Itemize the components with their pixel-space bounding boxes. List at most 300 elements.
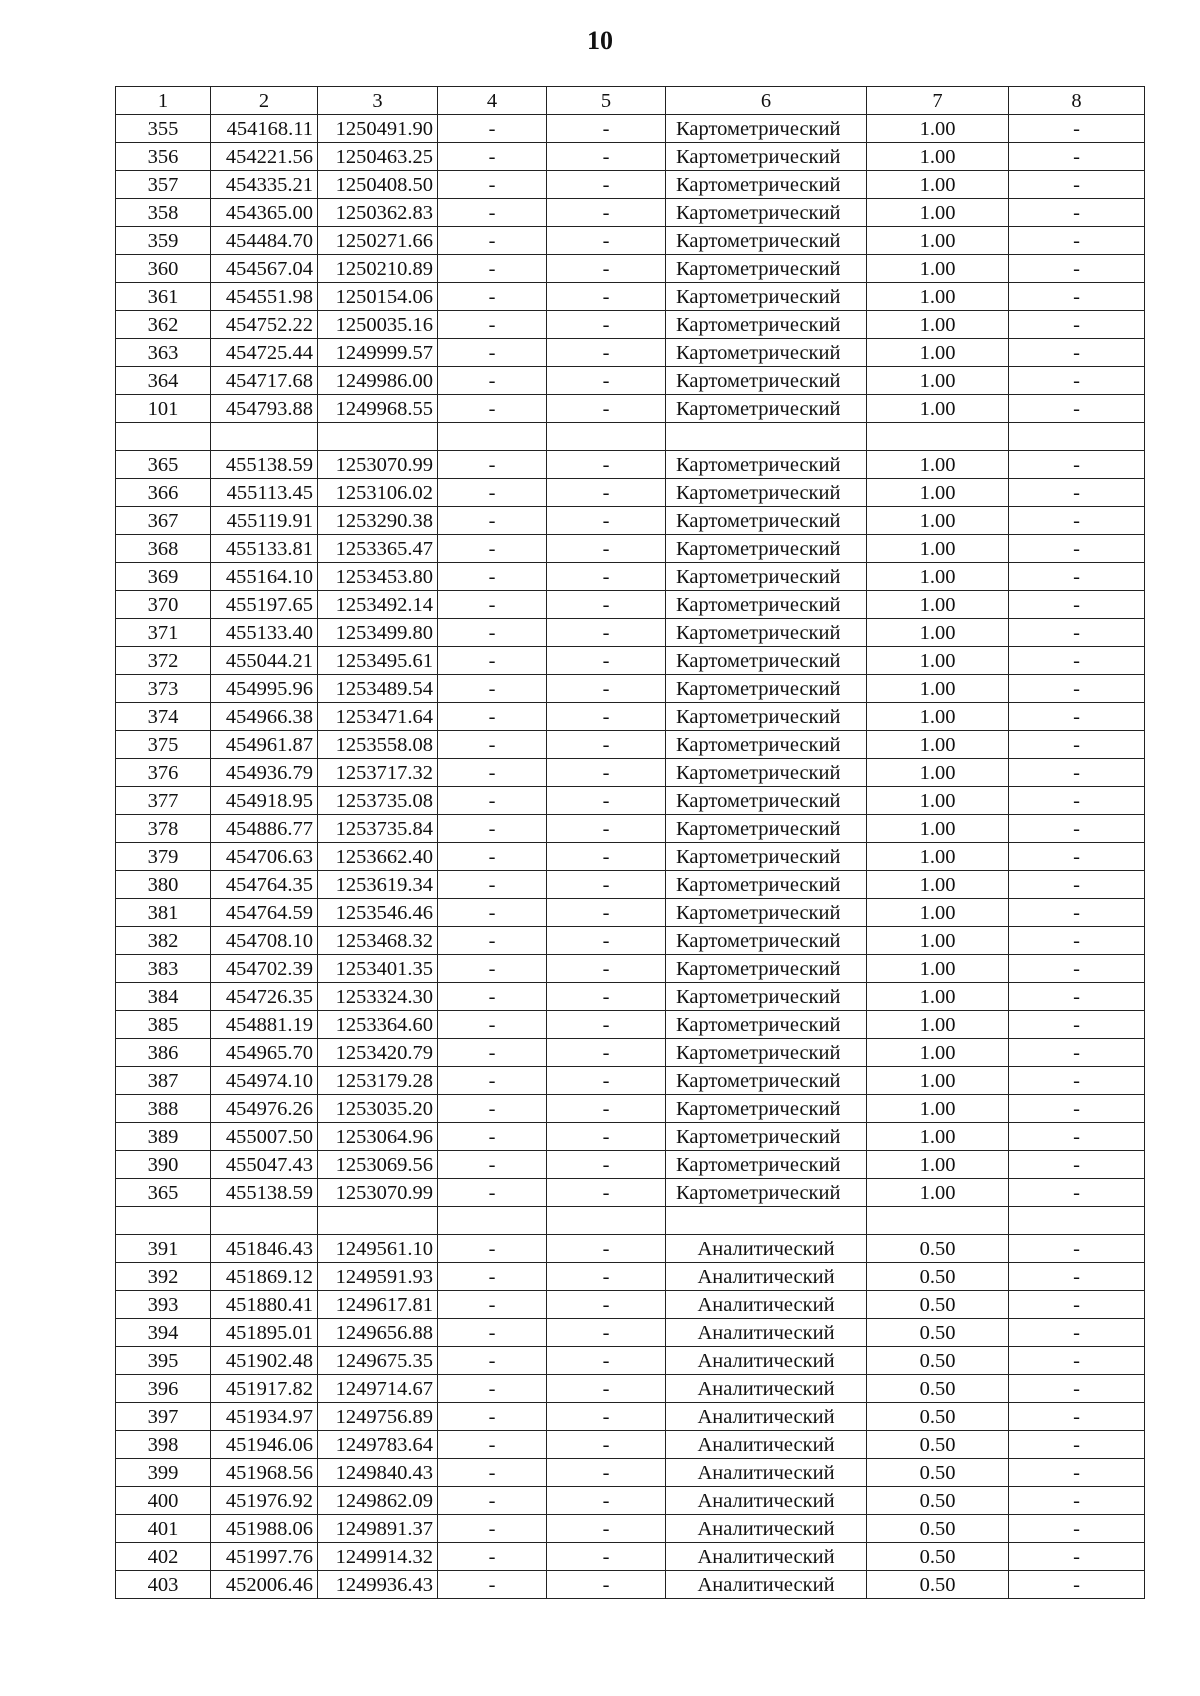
col-5-cell: - — [547, 1095, 666, 1123]
point-number-cell: 393 — [116, 1291, 211, 1319]
point-number-cell: 355 — [116, 115, 211, 143]
col-5-cell: - — [547, 1515, 666, 1543]
coord-x-cell: 451946.06 — [211, 1431, 318, 1459]
method-cell: Картометрический — [666, 759, 867, 787]
col-5-cell: - — [547, 591, 666, 619]
method-cell: Картометрический — [666, 311, 867, 339]
col-5-cell: - — [547, 843, 666, 871]
coord-x-cell: 454752.22 — [211, 311, 318, 339]
col-5-cell — [547, 423, 666, 451]
point-number-cell: 398 — [116, 1431, 211, 1459]
method-cell: Картометрический — [666, 787, 867, 815]
coord-y-cell: 1253495.61 — [318, 647, 438, 675]
method-cell: Картометрический — [666, 535, 867, 563]
point-number-cell: 399 — [116, 1459, 211, 1487]
table-row — [116, 1403, 1145, 1431]
coord-y-cell: 1253558.08 — [318, 731, 438, 759]
method-cell: Картометрический — [666, 1039, 867, 1067]
accuracy-cell: 1.00 — [867, 311, 1009, 339]
col-5-cell: - — [547, 479, 666, 507]
col-4-cell: - — [438, 1123, 547, 1151]
coord-x-cell: 451988.06 — [211, 1515, 318, 1543]
table-row — [116, 311, 1145, 339]
coord-y-cell: 1249862.09 — [318, 1487, 438, 1515]
table-row — [116, 1123, 1145, 1151]
table-row — [116, 1571, 1145, 1599]
col-8-cell: - — [1009, 1263, 1145, 1291]
accuracy-cell: 1.00 — [867, 227, 1009, 255]
col-8-cell: - — [1009, 255, 1145, 283]
col-5-cell: - — [547, 395, 666, 423]
coord-x-cell: 451895.01 — [211, 1319, 318, 1347]
table-row — [116, 843, 1145, 871]
table-row — [116, 983, 1145, 1011]
coord-x-cell: 454936.79 — [211, 759, 318, 787]
col-5-cell: - — [547, 367, 666, 395]
table-row — [116, 507, 1145, 535]
table-row — [116, 367, 1145, 395]
coord-x-cell: 455113.45 — [211, 479, 318, 507]
col-8-cell: - — [1009, 1151, 1145, 1179]
table-row — [116, 787, 1145, 815]
coord-y-cell: 1249756.89 — [318, 1403, 438, 1431]
method-cell: Картометрический — [666, 591, 867, 619]
method-cell: Картометрический — [666, 227, 867, 255]
col-8-cell: - — [1009, 1291, 1145, 1319]
accuracy-cell: 0.50 — [867, 1431, 1009, 1459]
method-cell: Аналитический — [666, 1291, 867, 1319]
method-cell: Аналитический — [666, 1515, 867, 1543]
col-5-cell: - — [547, 143, 666, 171]
method-cell: Аналитический — [666, 1235, 867, 1263]
col-5-cell: - — [547, 619, 666, 647]
accuracy-cell: 1.00 — [867, 563, 1009, 591]
coord-x-cell: 454168.11 — [211, 115, 318, 143]
col-4-cell: - — [438, 451, 547, 479]
coord-x-cell: 454335.21 — [211, 171, 318, 199]
col-4-cell: - — [438, 1319, 547, 1347]
point-number-cell: 403 — [116, 1571, 211, 1599]
point-number-cell: 356 — [116, 143, 211, 171]
point-number-cell: 383 — [116, 955, 211, 983]
col-4-cell: - — [438, 563, 547, 591]
coord-x-cell: 455133.81 — [211, 535, 318, 563]
table-row — [116, 255, 1145, 283]
coord-y-cell: 1253662.40 — [318, 843, 438, 871]
method-cell: Аналитический — [666, 1319, 867, 1347]
accuracy-cell: 1.00 — [867, 339, 1009, 367]
coord-x-cell: 454365.00 — [211, 199, 318, 227]
col-4-cell — [438, 1207, 547, 1235]
coord-y-cell: 1253069.56 — [318, 1151, 438, 1179]
col-8-cell: - — [1009, 1515, 1145, 1543]
col-4-cell: - — [438, 227, 547, 255]
col-5-cell: - — [547, 731, 666, 759]
col-5-cell: - — [547, 1403, 666, 1431]
col-8-cell: - — [1009, 1039, 1145, 1067]
coord-x-cell: 455044.21 — [211, 647, 318, 675]
point-number-cell: 367 — [116, 507, 211, 535]
col-4-cell: - — [438, 703, 547, 731]
method-cell: Картометрический — [666, 1123, 867, 1151]
coord-x-cell: 455138.59 — [211, 451, 318, 479]
col-8-cell: - — [1009, 311, 1145, 339]
point-number-cell: 375 — [116, 731, 211, 759]
accuracy-cell: 0.50 — [867, 1543, 1009, 1571]
table-row — [116, 619, 1145, 647]
col-5-cell: - — [547, 703, 666, 731]
col-5-cell: - — [547, 647, 666, 675]
method-cell: Картометрический — [666, 1011, 867, 1039]
col-5-cell: - — [547, 1543, 666, 1571]
table-row — [116, 1151, 1145, 1179]
accuracy-cell: 1.00 — [867, 255, 1009, 283]
method-cell: Картометрический — [666, 675, 867, 703]
accuracy-cell: 1.00 — [867, 1179, 1009, 1207]
point-number-cell: 386 — [116, 1039, 211, 1067]
col-5-cell: - — [547, 1319, 666, 1347]
coord-y-cell: 1253546.46 — [318, 899, 438, 927]
accuracy-cell: 1.00 — [867, 1039, 1009, 1067]
col-5-cell: - — [547, 1291, 666, 1319]
accuracy-cell: 0.50 — [867, 1515, 1009, 1543]
col-5-cell: - — [547, 1123, 666, 1151]
coord-x-cell: 454221.56 — [211, 143, 318, 171]
col-4-cell: - — [438, 1543, 547, 1571]
coord-x-cell: 454708.10 — [211, 927, 318, 955]
coord-y-cell: 1253035.20 — [318, 1095, 438, 1123]
col-4-cell: - — [438, 983, 547, 1011]
point-number-cell: 365 — [116, 1179, 211, 1207]
method-cell: Картометрический — [666, 983, 867, 1011]
method-cell: Аналитический — [666, 1431, 867, 1459]
coord-x-cell: 454706.63 — [211, 843, 318, 871]
method-cell: Картометрический — [666, 815, 867, 843]
coord-y-cell: 1253106.02 — [318, 479, 438, 507]
method-cell: Картометрический — [666, 927, 867, 955]
col-5-cell: - — [547, 507, 666, 535]
column-header: 5 — [547, 87, 666, 115]
table-row — [116, 927, 1145, 955]
col-4-cell: - — [438, 1291, 547, 1319]
col-8-cell: - — [1009, 143, 1145, 171]
col-4-cell: - — [438, 1571, 547, 1599]
col-4-cell: - — [438, 1039, 547, 1067]
coord-x-cell: 455197.65 — [211, 591, 318, 619]
method-cell: Аналитический — [666, 1543, 867, 1571]
col-4-cell: - — [438, 759, 547, 787]
coord-x-cell: 454702.39 — [211, 955, 318, 983]
method-cell: Картометрический — [666, 339, 867, 367]
coord-y-cell: 1250408.50 — [318, 171, 438, 199]
point-number-cell: 385 — [116, 1011, 211, 1039]
coord-y-cell: 1249968.55 — [318, 395, 438, 423]
coord-y-cell: 1249714.67 — [318, 1375, 438, 1403]
method-cell: Картометрический — [666, 563, 867, 591]
col-4-cell: - — [438, 1375, 547, 1403]
coord-y-cell: 1253401.35 — [318, 955, 438, 983]
method-cell: Аналитический — [666, 1487, 867, 1515]
method-cell: Аналитический — [666, 1571, 867, 1599]
coord-x-cell: 454764.35 — [211, 871, 318, 899]
col-8-cell: - — [1009, 115, 1145, 143]
method-cell: Аналитический — [666, 1375, 867, 1403]
accuracy-cell: 1.00 — [867, 787, 1009, 815]
accuracy-cell: 1.00 — [867, 619, 1009, 647]
point-number-cell: 369 — [116, 563, 211, 591]
coord-x-cell: 454725.44 — [211, 339, 318, 367]
col-5-cell: - — [547, 115, 666, 143]
point-number-cell: 362 — [116, 311, 211, 339]
table-row — [116, 479, 1145, 507]
coord-y-cell: 1249656.88 — [318, 1319, 438, 1347]
table-row — [116, 703, 1145, 731]
accuracy-cell: 1.00 — [867, 647, 1009, 675]
coord-x-cell: 451902.48 — [211, 1347, 318, 1375]
col-4-cell: - — [438, 339, 547, 367]
point-number-cell: 395 — [116, 1347, 211, 1375]
method-cell: Картометрический — [666, 1067, 867, 1095]
col-4-cell: - — [438, 199, 547, 227]
accuracy-cell: 1.00 — [867, 759, 1009, 787]
col-5-cell: - — [547, 871, 666, 899]
col-8-cell: - — [1009, 507, 1145, 535]
point-number-cell: 400 — [116, 1487, 211, 1515]
coord-x-cell — [211, 1207, 318, 1235]
point-number-cell: 384 — [116, 983, 211, 1011]
method-cell: Картометрический — [666, 115, 867, 143]
coord-y-cell: 1250271.66 — [318, 227, 438, 255]
point-number-cell: 368 — [116, 535, 211, 563]
col-4-cell: - — [438, 143, 547, 171]
method-cell: Картометрический — [666, 619, 867, 647]
coord-x-cell: 454965.70 — [211, 1039, 318, 1067]
point-number-cell: 372 — [116, 647, 211, 675]
col-5-cell: - — [547, 1459, 666, 1487]
point-number-cell: 391 — [116, 1235, 211, 1263]
table-row — [116, 1347, 1145, 1375]
col-8-cell: - — [1009, 1459, 1145, 1487]
col-5-cell: - — [547, 451, 666, 479]
method-cell: Картометрический — [666, 479, 867, 507]
col-8-cell: - — [1009, 703, 1145, 731]
coord-x-cell: 451846.43 — [211, 1235, 318, 1263]
coord-y-cell: 1249914.32 — [318, 1543, 438, 1571]
table-row — [116, 535, 1145, 563]
coord-x-cell: 451934.97 — [211, 1403, 318, 1431]
col-4-cell: - — [438, 899, 547, 927]
coord-x-cell: 454974.10 — [211, 1067, 318, 1095]
point-number-cell: 394 — [116, 1319, 211, 1347]
accuracy-cell: 1.00 — [867, 843, 1009, 871]
col-8-cell: - — [1009, 1095, 1145, 1123]
coord-x-cell: 454567.04 — [211, 255, 318, 283]
coord-x-cell: 454717.68 — [211, 367, 318, 395]
coord-y-cell: 1250463.25 — [318, 143, 438, 171]
accuracy-cell: 0.50 — [867, 1347, 1009, 1375]
method-cell: Картометрический — [666, 703, 867, 731]
accuracy-cell: 1.00 — [867, 367, 1009, 395]
coord-x-cell: 451917.82 — [211, 1375, 318, 1403]
accuracy-cell: 1.00 — [867, 1095, 1009, 1123]
col-8-cell: - — [1009, 1067, 1145, 1095]
column-header: 1 — [116, 87, 211, 115]
col-8-cell: - — [1009, 1179, 1145, 1207]
point-number-cell: 379 — [116, 843, 211, 871]
accuracy-cell: 1.00 — [867, 1151, 1009, 1179]
method-cell: Аналитический — [666, 1263, 867, 1291]
col-5-cell: - — [547, 927, 666, 955]
column-header: 4 — [438, 87, 547, 115]
point-number-cell: 396 — [116, 1375, 211, 1403]
col-4-cell: - — [438, 1095, 547, 1123]
accuracy-cell: 1.00 — [867, 703, 1009, 731]
col-4-cell: - — [438, 815, 547, 843]
table-row — [116, 563, 1145, 591]
accuracy-cell: 1.00 — [867, 675, 1009, 703]
coord-y-cell: 1250210.89 — [318, 255, 438, 283]
col-5-cell: - — [547, 227, 666, 255]
method-cell: Картометрический — [666, 1095, 867, 1123]
table-row — [116, 1263, 1145, 1291]
col-4-cell — [438, 423, 547, 451]
method-cell: Картометрический — [666, 899, 867, 927]
coord-x-cell: 454966.38 — [211, 703, 318, 731]
col-8-cell: - — [1009, 395, 1145, 423]
point-number-cell: 378 — [116, 815, 211, 843]
coord-y-cell: 1249986.00 — [318, 367, 438, 395]
accuracy-cell: 1.00 — [867, 591, 1009, 619]
table-row — [116, 1291, 1145, 1319]
coord-y-cell: 1249561.10 — [318, 1235, 438, 1263]
point-number-cell: 382 — [116, 927, 211, 955]
point-number-cell: 101 — [116, 395, 211, 423]
coord-y-cell: 1249617.81 — [318, 1291, 438, 1319]
col-5-cell — [547, 1207, 666, 1235]
col-8-cell: - — [1009, 451, 1145, 479]
col-4-cell: - — [438, 1011, 547, 1039]
col-5-cell: - — [547, 255, 666, 283]
coord-y-cell: 1253420.79 — [318, 1039, 438, 1067]
separator-row — [116, 423, 1145, 451]
col-5-cell: - — [547, 1179, 666, 1207]
method-cell: Картометрический — [666, 367, 867, 395]
col-8-cell: - — [1009, 647, 1145, 675]
table-row — [116, 759, 1145, 787]
col-8-cell: - — [1009, 1487, 1145, 1515]
col-8-cell: - — [1009, 227, 1145, 255]
accuracy-cell: 0.50 — [867, 1571, 1009, 1599]
table-row — [116, 955, 1145, 983]
col-8-cell: - — [1009, 871, 1145, 899]
coord-x-cell: 451976.92 — [211, 1487, 318, 1515]
coord-y-cell: 1253070.99 — [318, 1179, 438, 1207]
table-row — [116, 171, 1145, 199]
coord-x-cell: 454886.77 — [211, 815, 318, 843]
col-8-cell: - — [1009, 367, 1145, 395]
col-5-cell: - — [547, 1571, 666, 1599]
coord-x-cell: 454995.96 — [211, 675, 318, 703]
accuracy-cell: 1.00 — [867, 507, 1009, 535]
coord-y-cell: 1253453.80 — [318, 563, 438, 591]
col-5-cell: - — [547, 955, 666, 983]
col-4-cell: - — [438, 1487, 547, 1515]
col-8-cell: - — [1009, 787, 1145, 815]
col-4-cell: - — [438, 1347, 547, 1375]
col-4-cell: - — [438, 283, 547, 311]
coord-y-cell: 1253290.38 — [318, 507, 438, 535]
method-cell: Аналитический — [666, 1347, 867, 1375]
point-number-cell: 357 — [116, 171, 211, 199]
method-cell: Картометрический — [666, 731, 867, 759]
col-8-cell: - — [1009, 899, 1145, 927]
point-number-cell: 397 — [116, 1403, 211, 1431]
accuracy-cell — [867, 423, 1009, 451]
coord-x-cell: 455164.10 — [211, 563, 318, 591]
col-8-cell: - — [1009, 843, 1145, 871]
col-8-cell: - — [1009, 619, 1145, 647]
coord-x-cell: 454918.95 — [211, 787, 318, 815]
coord-y-cell: 1253735.84 — [318, 815, 438, 843]
method-cell: Картометрический — [666, 395, 867, 423]
method-cell: Картометрический — [666, 283, 867, 311]
col-8-cell: - — [1009, 479, 1145, 507]
coord-x-cell — [211, 423, 318, 451]
col-8-cell: - — [1009, 1347, 1145, 1375]
coord-x-cell: 454726.35 — [211, 983, 318, 1011]
col-8-cell: - — [1009, 591, 1145, 619]
coord-x-cell: 454764.59 — [211, 899, 318, 927]
point-number-cell: 389 — [116, 1123, 211, 1151]
accuracy-cell: 1.00 — [867, 1067, 1009, 1095]
column-header: 2 — [211, 87, 318, 115]
coord-x-cell: 454881.19 — [211, 1011, 318, 1039]
table-row — [116, 283, 1145, 311]
coord-y-cell: 1249783.64 — [318, 1431, 438, 1459]
table-row — [116, 1459, 1145, 1487]
col-4-cell: - — [438, 367, 547, 395]
coord-y-cell: 1253492.14 — [318, 591, 438, 619]
accuracy-cell: 1.00 — [867, 731, 1009, 759]
table-row — [116, 1095, 1145, 1123]
table-row — [116, 143, 1145, 171]
table-row — [116, 339, 1145, 367]
col-4-cell: - — [438, 1459, 547, 1487]
method-cell: Аналитический — [666, 1459, 867, 1487]
col-4-cell: - — [438, 479, 547, 507]
coordinates-table — [115, 86, 1145, 1599]
coord-y-cell: 1249891.37 — [318, 1515, 438, 1543]
col-4-cell: - — [438, 619, 547, 647]
accuracy-cell: 0.50 — [867, 1403, 1009, 1431]
col-8-cell: - — [1009, 1543, 1145, 1571]
accuracy-cell: 1.00 — [867, 983, 1009, 1011]
col-8-cell: - — [1009, 199, 1145, 227]
method-cell: Картометрический — [666, 1151, 867, 1179]
coord-x-cell: 452006.46 — [211, 1571, 318, 1599]
col-4-cell: - — [438, 1179, 547, 1207]
col-4-cell: - — [438, 843, 547, 871]
col-5-cell: - — [547, 1487, 666, 1515]
table-row — [116, 675, 1145, 703]
col-4-cell: - — [438, 171, 547, 199]
accuracy-cell: 0.50 — [867, 1291, 1009, 1319]
col-8-cell: - — [1009, 563, 1145, 591]
col-5-cell: - — [547, 283, 666, 311]
coord-y-cell: 1253365.47 — [318, 535, 438, 563]
table-row — [116, 1179, 1145, 1207]
col-5-cell: - — [547, 815, 666, 843]
